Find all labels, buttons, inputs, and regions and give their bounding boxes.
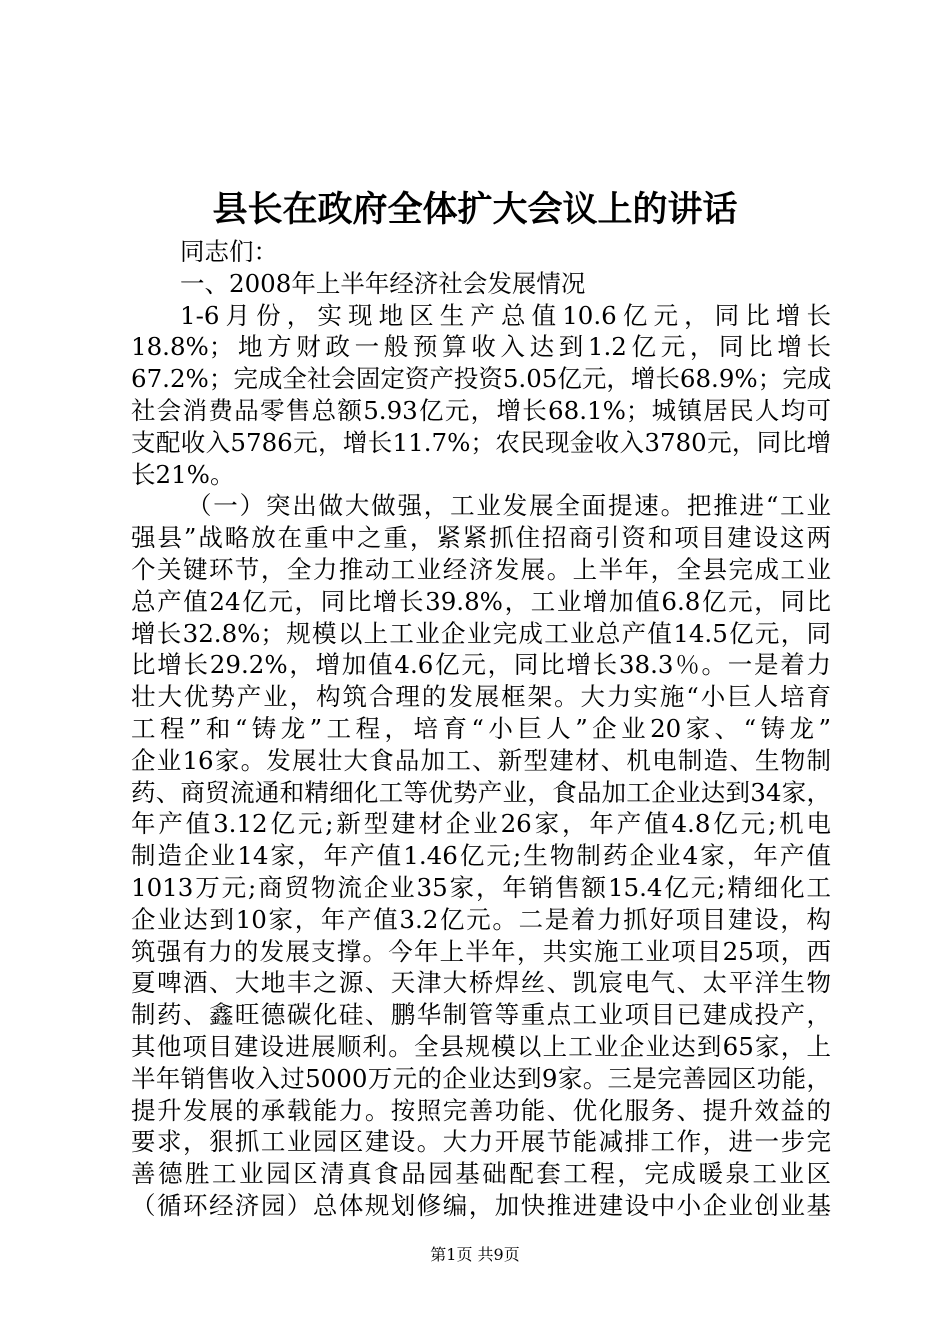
paragraph-2-line: 增长32.8%；规模以上工业企业完成工业总产值14.5亿元，同 xyxy=(131,618,831,648)
paragraph-2-line: 年产值3.12亿元;新型建材企业26家，年产值4.8亿元;机电 xyxy=(131,809,831,839)
paragraph-2-line: 工程”和“铸龙”工程，培育“小巨人”企业20家、“铸龙” xyxy=(131,713,831,743)
paragraph-2-line: 制药、鑫旺德碳化硅、鹏华制管等重点工业项目已建成投产， xyxy=(131,1000,831,1030)
paragraph-2-line: 夏啤酒、大地丰之源、天津大桥焊丝、凯宸电气、太平洋生物 xyxy=(131,968,831,998)
section-heading: 一、2008年上半年经济社会发展情况 xyxy=(180,268,586,298)
paragraph-2-line: （一）突出做大做强，工业发展全面提速。把推进“工业 xyxy=(187,491,831,521)
paragraph-1-line: 18.8%；地方财政一般预算收入达到1.2亿元，同比增长 xyxy=(131,332,831,362)
paragraph-2-line: 筑强有力的发展支撑。今年上半年，共实施工业项目25项，西 xyxy=(131,936,831,966)
paragraph-2-line: 提升发展的承载能力。按照完善功能、优化服务、提升效益的 xyxy=(131,1095,831,1125)
paragraph-2-line: 制造企业14家，年产值1.46亿元;生物制药企业4家，年产值 xyxy=(131,841,831,871)
paragraph-1-line: 1-6月份，实现地区生产总值10.6亿元，同比增长 xyxy=(180,300,831,330)
paragraph-2-line: 总产值24亿元，同比增长39.8%，工业增加值6.8亿元，同比 xyxy=(131,586,831,616)
paragraph-2-line: 善德胜工业园区清真食品园基础配套工程，完成暖泉工业区 xyxy=(131,1159,831,1189)
paragraph-2-line: 1013万元;商贸物流企业35家，年销售额15.4亿元;精细化工 xyxy=(131,872,831,902)
paragraph-2-line: 药、商贸流通和精细化工等优势产业，食品加工企业达到34家， xyxy=(131,777,831,807)
paragraph-2-line: 强县”战略放在重中之重，紧紧抓住招商引资和项目建设这两 xyxy=(131,523,831,553)
paragraph-1-line: 67.2%；完成全社会固定资产投资5.05亿元，增长68.9%；完成 xyxy=(131,364,831,394)
paragraph-2-line: 个关键环节，全力推动工业经济发展。上半年，全县完成工业 xyxy=(131,554,831,584)
paragraph-2-line: 半年销售收入过5000万元的企业达到9家。三是完善园区功能， xyxy=(131,1063,831,1093)
paragraph-2-line: 企业达到10家，年产值3.2亿元。二是着力抓好项目建设，构 xyxy=(131,904,831,934)
paragraph-2-line: 要求，狠抓工业园区建设。大力开展节能减排工作，进一步完 xyxy=(131,1127,831,1157)
paragraph-1-line: 支配收入5786元，增长11.7%；农民现金收入3780元，同比增 xyxy=(131,427,831,457)
paragraph-1-line: 长21%。 xyxy=(131,459,235,489)
document-body xyxy=(131,236,831,1222)
paragraph-2-line: 企业16家。发展壮大食品加工、新型建材、机电制造、生物制 xyxy=(131,745,831,775)
paragraph-2-line: （循环经济园）总体规划修编，加快推进建设中小企业创业基 xyxy=(131,1190,831,1220)
paragraph-2-line: 其他项目建设进展顺利。全县规模以上工业企业达到65家，上 xyxy=(131,1031,831,1061)
greeting: 同志们： xyxy=(180,237,278,266)
page-title: 县长在政府全体扩大会议上的讲话 xyxy=(212,189,738,230)
paragraph-2-line: 壮大优势产业，构筑合理的发展框架。大力实施“小巨人培育 xyxy=(131,682,831,712)
page-footer: 第1页 共9页 xyxy=(430,1245,520,1264)
paragraph-1-line: 社会消费品零售总额5.93亿元，增长68.1%；城镇居民人均可 xyxy=(131,395,831,425)
paragraph-2-line: 比增长29.2%，增加值4.6亿元，同比增长38.3％。一是着力 xyxy=(131,650,831,680)
